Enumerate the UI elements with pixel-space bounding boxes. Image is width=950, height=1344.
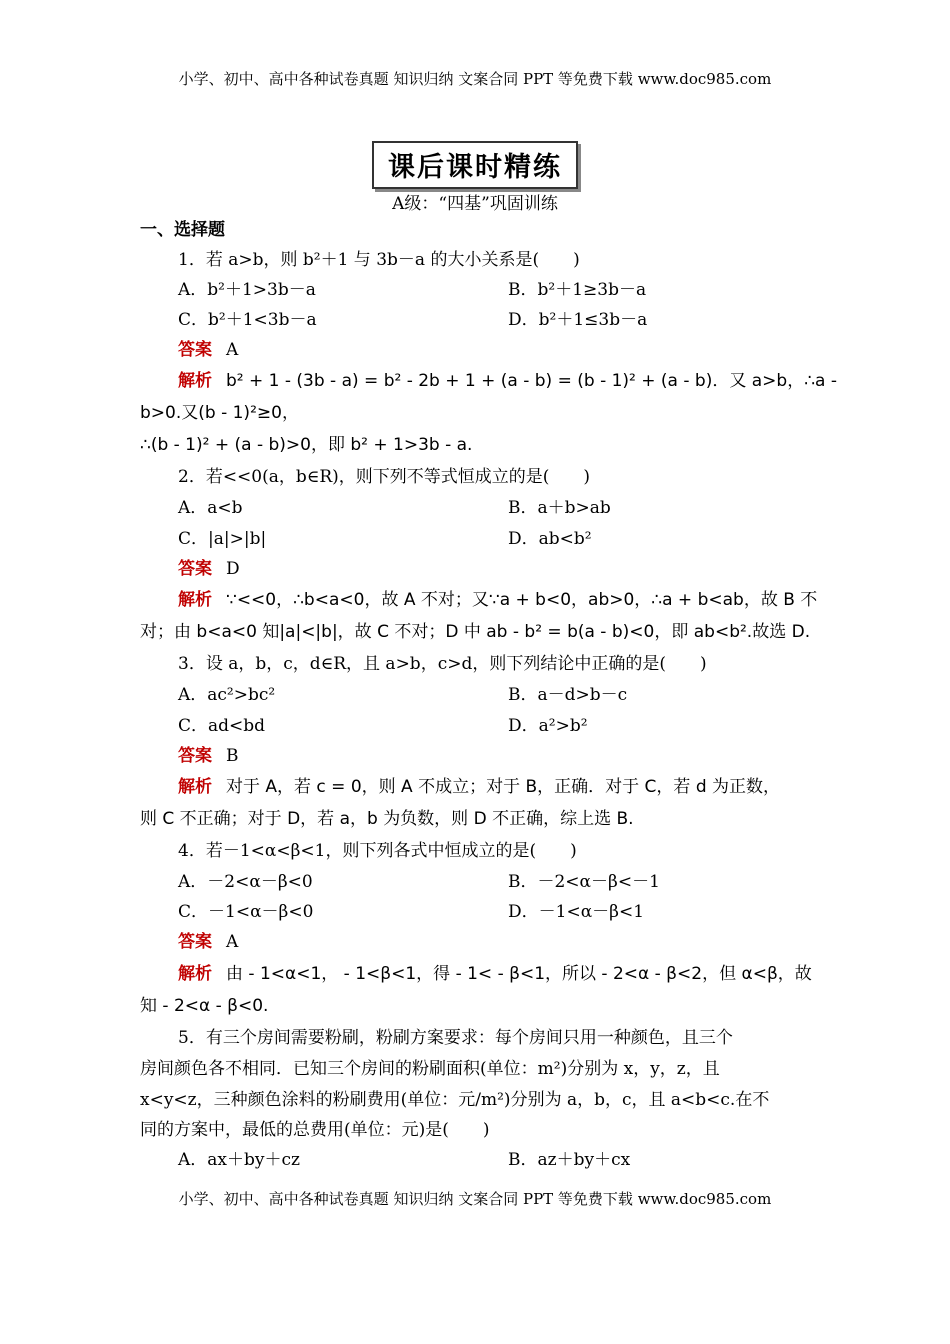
question-5-line-2: 房间颜色各不相同．已知三个房间的粉刷面积(单位：m²)分别为 x，y，z，且 (140, 1059, 720, 1079)
q1-solution-line-3: ∴(b - 1)² + (a - b)>0，即 b² + 1>3b - a. (140, 435, 473, 455)
answer-label: 答案 (178, 746, 212, 766)
solution-text: b² + 1 - (3b - a) = b² - 2b + 1 + (a - b) = (b - 1)² + (a - b)．又 a>b，∴a - (226, 371, 837, 391)
q4-option-a: A．－2<α－β<0 (178, 872, 313, 892)
q3-solution-line-2: 则 C 不正确；对于 D，若 a，b 为负数，则 D 不正确，综上选 B. (140, 809, 634, 829)
q1-option-d: D．b²＋1≤3b－a (508, 310, 648, 330)
q1-solution-line-2: b>0.又(b - 1)²≥0， (140, 403, 299, 423)
question-3-stem: 3．设 a，b，c，d∈R，且 a>b，c>d，则下列结论中正确的是( ) (178, 654, 707, 674)
q2-solution-line-2: 对；由 b<a<0 知|a|<|b|，故 C 不对；D 中 ab - b² = b(a - b)<0，即 ab<b².故选 D. (140, 622, 811, 642)
q4-option-d: D．－1<α－β<1 (508, 902, 645, 922)
page-title: 课后课时精练 (372, 141, 578, 189)
q3-option-a: A．ac²>bc² (178, 685, 276, 705)
solution-text: 由 - 1<α<1， - 1<β<1，得 - 1< - β<1，所以 - 2<α - β<2，但 α<β，故 (226, 964, 812, 984)
q4-solution-line-1 (178, 962, 812, 986)
q2-option-a: A．a<b (178, 498, 243, 518)
q4-answer (178, 930, 238, 954)
level-heading: A级：“四基”巩固训练 (392, 194, 558, 214)
q4-solution-line-2: 知 - 2<α - β<0. (140, 996, 269, 1016)
solution-label: 解析 (178, 590, 212, 610)
q2-option-c: C．|a|>|b| (178, 529, 267, 549)
title-banner (0, 141, 950, 189)
q3-answer (178, 744, 239, 768)
question-5-line-4: 同的方案中，最低的总费用(单位：元)是( ) (140, 1120, 490, 1140)
q5-option-a: A．ax＋by＋cz (178, 1150, 300, 1170)
answer-label: 答案 (178, 932, 212, 952)
page-footer: 小学、初中、高中各种试卷真题 知识归纳 文案合同 PPT 等免费下载 www.doc985.com (178, 1190, 772, 1208)
q3-option-d: D．a²>b² (508, 716, 588, 736)
q1-option-b: B．b²＋1≥3b－a (508, 280, 647, 300)
solution-text: ∵<<0，∴b<a<0，故 A 不对；又∵a + b<0，ab>0，∴a + b<ab，故 B 不 (226, 590, 818, 610)
solution-label: 解析 (178, 371, 212, 391)
q4-option-b: B．－2<α－β<－1 (508, 872, 660, 892)
question-1-stem: 1．若 a>b，则 b²＋1 与 3b－a 的大小关系是( ) (178, 250, 580, 270)
solution-label: 解析 (178, 777, 212, 797)
q2-solution-line-1 (178, 588, 817, 612)
page-header: 小学、初中、高中各种试卷真题 知识归纳 文案合同 PPT 等免费下载 www.doc985.com (178, 70, 772, 88)
q1-option-c: C．b²＋1<3b－a (178, 310, 317, 330)
section-heading: 一、选择题 (140, 220, 225, 240)
q3-solution-line-1 (178, 775, 780, 799)
answer-value: D (226, 559, 240, 579)
q5-option-b: B．az＋by＋cx (508, 1150, 631, 1170)
q3-option-b: B．a－d>b－c (508, 685, 628, 705)
q2-option-d: D．ab<b² (508, 529, 592, 549)
q1-answer (178, 338, 238, 362)
answer-label: 答案 (178, 340, 212, 360)
solution-label: 解析 (178, 964, 212, 984)
q2-answer (178, 557, 240, 581)
answer-value: B (226, 746, 239, 766)
answer-value: A (226, 932, 239, 952)
question-2-stem: 2．若<<0(a，b∈R)，则下列不等式恒成立的是( ) (178, 467, 591, 487)
q1-solution-line-1 (178, 369, 837, 393)
q1-option-a: A．b²＋1>3b－a (178, 280, 316, 300)
question-5-line-3: x<y<z，三种颜色涂料的粉刷费用(单位：元/m²)分别为 a，b，c，且 a<b<c.在不 (140, 1090, 770, 1110)
answer-value: A (226, 340, 239, 360)
answer-label: 答案 (178, 559, 212, 579)
solution-text: 对于 A，若 c = 0，则 A 不成立；对于 B，正确．对于 C，若 d 为正数， (226, 777, 781, 797)
q2-option-b: B．a＋b>ab (508, 498, 611, 518)
question-4-stem: 4．若－1<α<β<1，则下列各式中恒成立的是( ) (178, 841, 577, 861)
question-5-line-1: 5．有三个房间需要粉刷，粉刷方案要求：每个房间只用一种颜色，且三个 (178, 1028, 733, 1048)
q4-option-c: C．－1<α－β<0 (178, 902, 314, 922)
q3-option-c: C．ad<bd (178, 716, 266, 736)
